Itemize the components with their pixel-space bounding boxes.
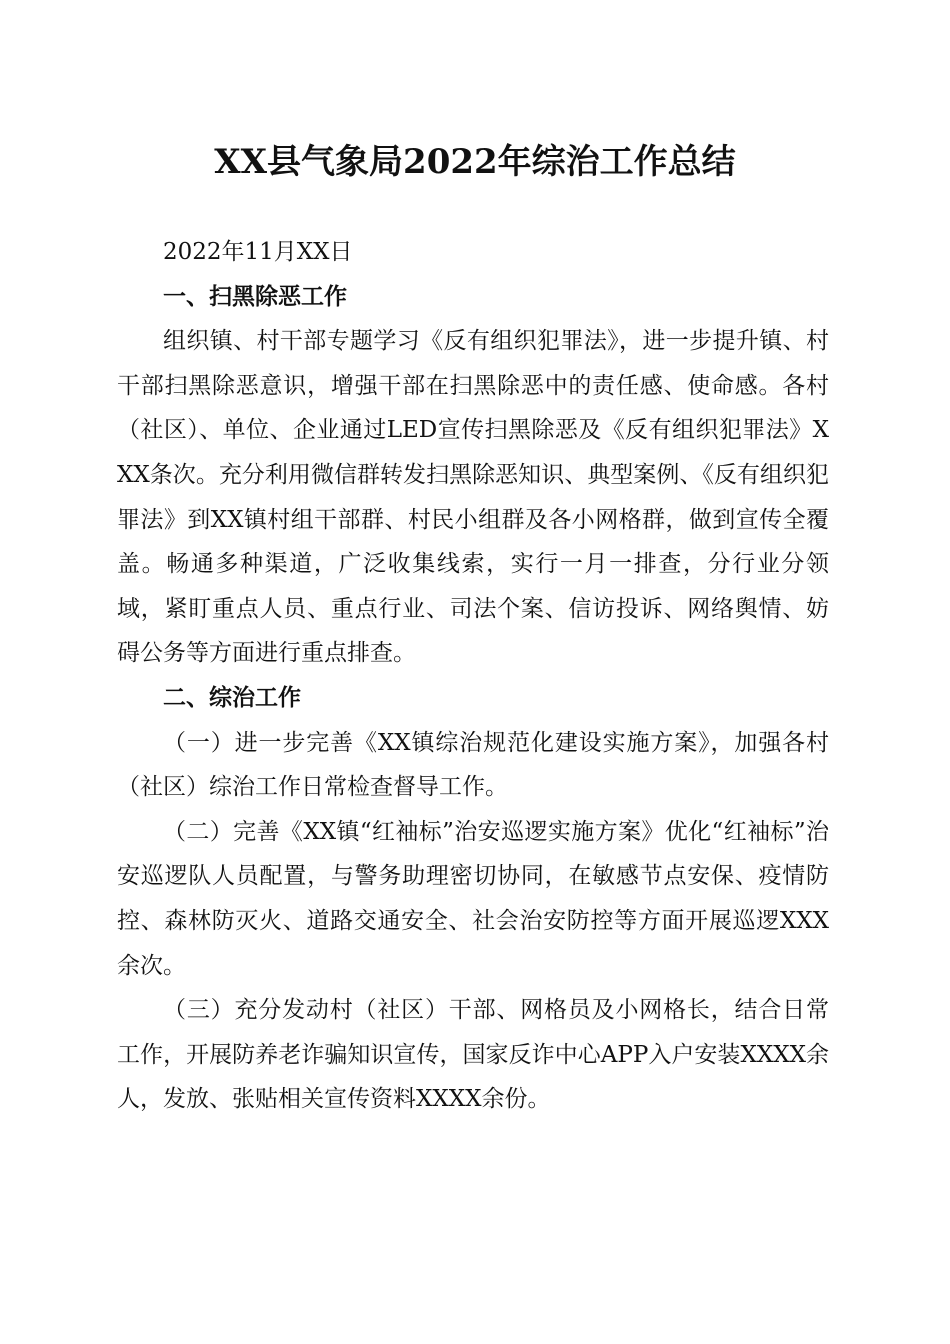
paragraph: （三）充分发动村（社区）干部、网格员及小网格长，结合日常工作，开展防养老诈骗知识宣传，国家反诈中心APP入户安装XXXX余人，发放、张贴相关宣传资料XXXX余份。 [117, 997, 829, 1113]
paragraph: （一）进一步完善《XX镇综治规范化建设实施方案》，加强各村（社区）综治工作日常检查督导工作。 [117, 729, 829, 801]
document-title: XX县气象局2022年综治工作总结 [214, 142, 736, 182]
document-date: 2022年11月XX日 [163, 239, 353, 265]
paragraph: 组织镇、村干部专题学习《反有组织犯罪法》，进一步提升镇、村干部扫黑除恶意识，增强干部在扫黑除恶中的责任感、使命感。各村（社区）、单位、企业通过LED宣传扫黑除恶及《反有组织犯罪法》XXX条次。充分利用微信群转发扫黑除恶知识、典型案例、《反有组织犯罪法》到XX镇村组干部群、村民小组群及各小网格群，做到宣传全覆盖。畅通多种渠道，广泛收集线索，实行一月一排查，分行业分领域，紧盯重点人员、重点行业、司法个案、信访投诉、网络舆情、妨碍公务等方面进行重点排查。 [117, 328, 829, 667]
section-heading-anti-crime: 一、扫黑除恶工作 [163, 283, 347, 310]
paragraph: （二）完善《XX镇“红袖标”治安巡逻实施方案》优化“红袖标”治安巡逻队人员配置，与警务助理密切协同，在敏感节点安保、疫情防控、森林防灭火、道路交通安全、社会治安防控等方面开展巡逻XXX余次。 [117, 818, 829, 979]
document-body [117, 230, 829, 1122]
section-heading-comprehensive-governance: 二、综治工作 [163, 684, 301, 711]
